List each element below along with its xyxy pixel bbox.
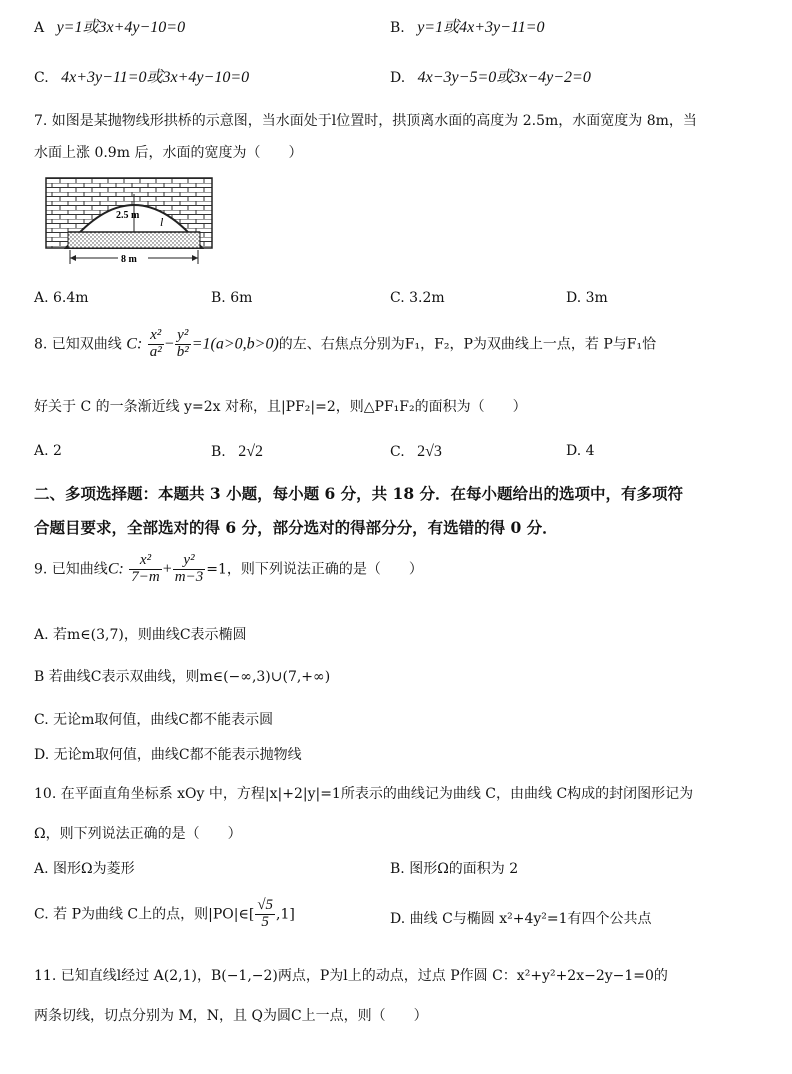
q8-option-b [211,443,263,461]
q7-line-1: 7. 如图是某抛物线形拱桥的示意图，当水面处于l位置时，拱顶离水面的高度为 2.5m，水面宽度为 8m，当 [34,113,697,129]
q9-y2: y² [173,553,205,570]
q8-b2: b² [176,343,189,360]
q9-d1: 7−m [131,568,160,585]
q10-c-num: √5 [257,897,274,913]
water-area [68,232,200,248]
q6-option-d-label: D. [390,70,406,86]
q9-option-c: C. 无论m取何值，曲线C都不能表示圆 [34,712,274,728]
q9-stem [34,553,423,586]
q6-option-b [390,14,545,37]
arrow-left [70,255,76,261]
q7-line-2: 水面上涨 0.9m 后，水面的宽度为（ ） [34,145,303,161]
bridge-figure [44,174,216,266]
q8-option-b-text: 2√2 [238,443,263,460]
q7-option-c: C. 3.2m [390,290,445,306]
q8-frac-x [148,328,164,361]
q8-frac-y [175,328,191,361]
q9-frac-x [129,553,161,586]
q9-d2: m−3 [174,568,204,585]
q8-option-c-text: 2√3 [417,443,442,460]
q8-a2: a² [149,343,162,360]
q9-x2: x² [129,553,161,570]
q10-c-den: 5 [261,913,269,930]
q8-cond: =1(a>0,b>0) [191,335,279,353]
water-level-label: l [160,215,164,229]
q6-option-d [390,64,591,87]
q6-option-c-text: 4x+3y−11=0或3x+4y−10=0 [61,69,250,86]
q8-x2: x² [148,328,164,345]
q9-post: =1，则下列说法正确的是（ ） [206,561,423,578]
q10-c-post: ,1] [276,906,295,923]
height-label: 2.5 m [116,210,140,221]
q8-curve: C: [126,335,143,353]
q9-option-a: A. 若m∈(3,7)，则曲线C表示椭圆 [34,627,247,643]
section2-line-1: 二、多项选择题：本题共 3 小题，每小题 6 分，共 18 分．在每小题给出的选项中，有多项符 [34,484,684,503]
q8-line-1 [34,328,656,361]
q9-curve: C: [107,560,124,578]
q10-line-1: 10. 在平面直角坐标系 xOy 中，方程|x|+2|y|=1所表示的曲线记为曲线 C，由曲线 C构成的封闭图形记为 [34,786,694,802]
q6-option-b-label: B. [390,20,405,36]
q6-option-c-label: C. [34,70,49,86]
q6-option-c [34,64,249,87]
arrow-right [192,255,198,261]
q7-option-b: B. 6m [211,290,253,306]
q9-option-d: D. 无论m取何值，曲线C都不能表示抛物线 [34,747,302,763]
q8-minus: − [164,335,174,353]
q10-c-pre: C. 若 P为曲线 C上的点，则|PO|∈[ [34,906,255,923]
q10-line-2: Ω，则下列说法正确的是（ ） [34,826,242,842]
q8-line-2: 好关于 C 的一条渐近线 y=2x 对称，且|PF₂|=2，则△PF₁F₂的面积为（ ） [34,399,527,415]
q8-option-d: D. 4 [566,443,595,459]
q6-option-a-text: y=1或3x+4y−10=0 [56,19,186,36]
q10-option-c [34,898,295,931]
q10-c-frac [255,898,275,931]
q7-option-a: A. 6.4m [34,290,89,306]
q8-option-c [390,443,442,461]
q8-option-b-label: B. [211,444,226,460]
q8-pre: 8. 已知双曲线 [34,336,122,353]
q10-option-b: B. 图形Ω的面积为 2 [390,861,519,877]
q9-frac-y [173,553,205,586]
section2-line-2: 合题目要求，全部选对的得 6 分，部分选对的得部分分，有选错的得 0 分． [34,518,558,537]
q6-option-d-text: 4x−3y−5=0或3x−4y−2=0 [417,69,591,86]
q6-option-b-text: y=1或4x+3y−11=0 [417,19,545,36]
q9-pre: 9. 已知曲线 [34,561,108,578]
q6-option-a-label: A [34,20,45,36]
q11-line-1: 11. 已知直线l经过 A(2,1)，B(−1,−2)两点，P为l上的动点，过点 P作圆 C：x²+y²+2x−2y−1=0的 [34,968,668,984]
q9-option-b: B 若曲线C表示双曲线，则m∈(−∞,3)∪(7,+∞) [34,669,331,685]
q9-plus: + [162,560,172,578]
q8-option-c-label: C. [390,444,405,460]
q11-line-2: 两条切线，切点分别为 M，N，且 Q为圆C上一点，则（ ） [34,1008,428,1024]
q7-option-d: D. 3m [566,290,608,306]
q10-option-d: D. 曲线 C与椭圆 x²+4y²=1有四个公共点 [390,911,652,927]
q8-option-a: A. 2 [34,443,62,459]
q8-y2: y² [175,328,191,345]
q10-option-a: A. 图形Ω为菱形 [34,861,135,877]
q6-option-a [34,14,185,37]
width-label: 8 m [121,254,137,265]
q8-post: 的左、右焦点分别为F₁，F₂，P为双曲线上一点，若 P与F₁恰 [278,336,657,353]
